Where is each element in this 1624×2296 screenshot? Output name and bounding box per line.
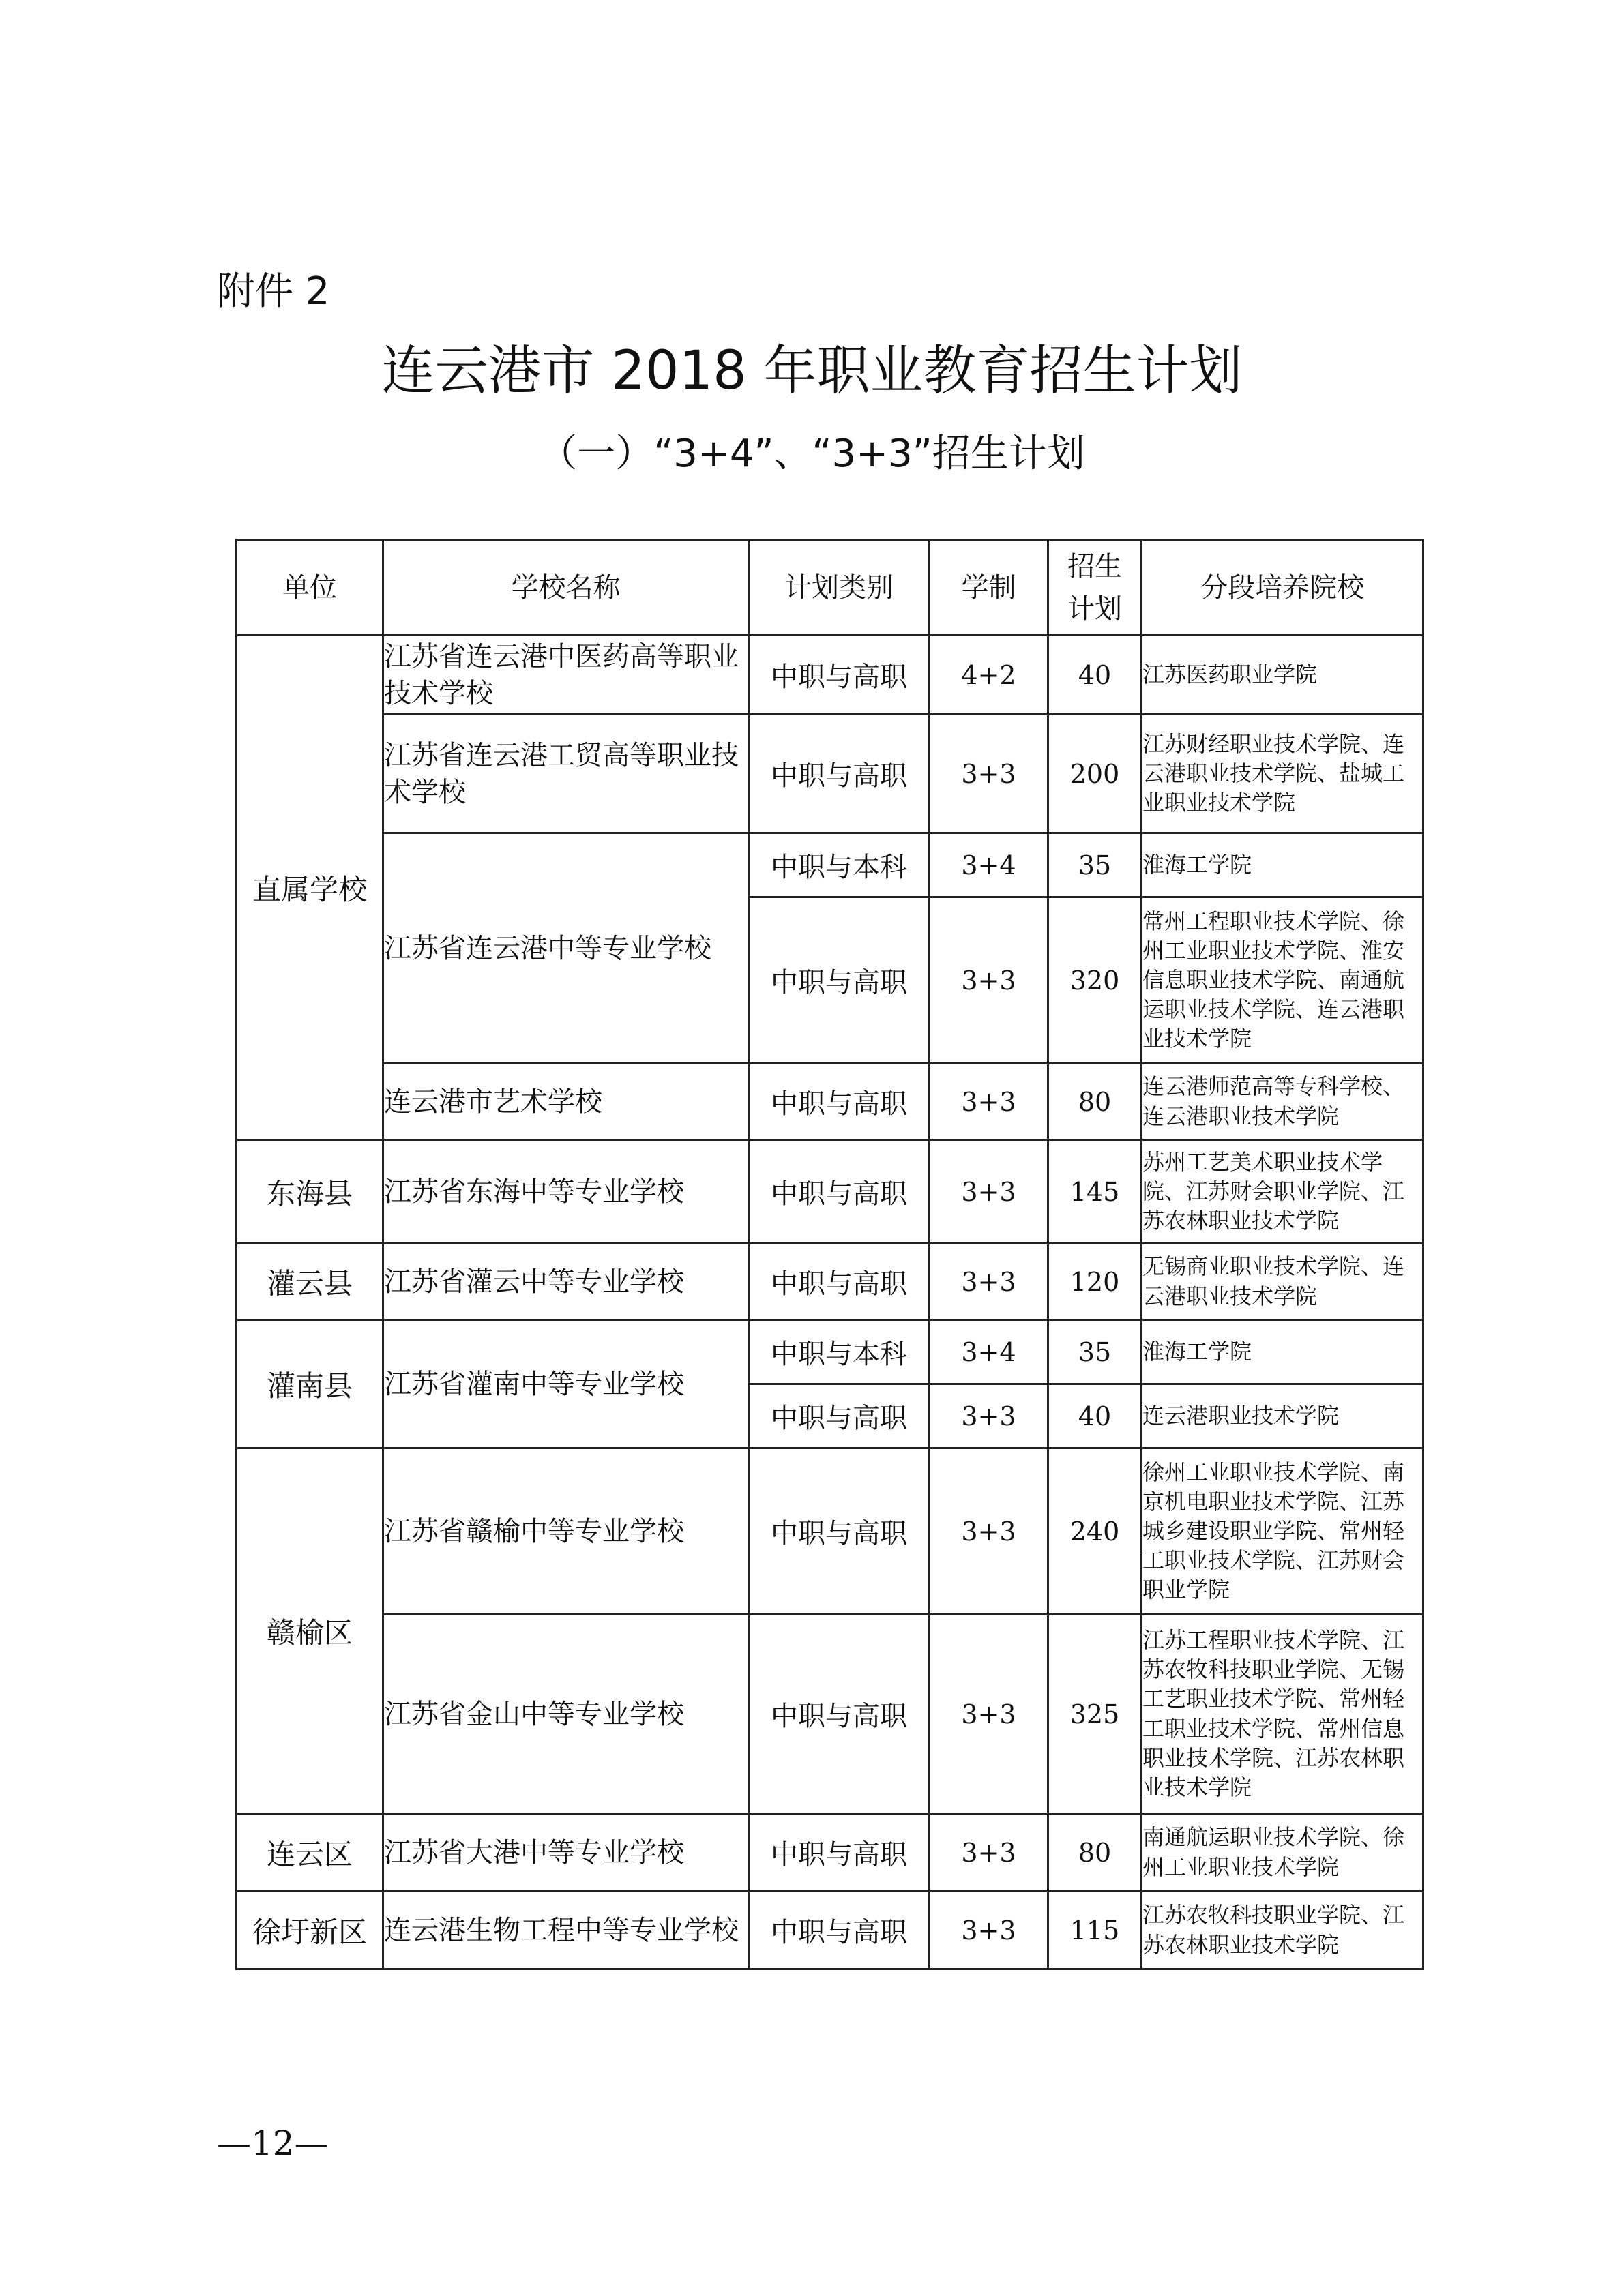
school-cell: 江苏省赣榆中等专业学校 xyxy=(383,1448,749,1615)
partner-cell: 江苏工程职业技术学院、江苏农牧科技职业学院、无锡工艺职业技术学院、常州轻工职业技术学院、常州信息职业技术学院、江苏农林职业技术学院 xyxy=(1142,1615,1423,1814)
plan-cell: 320 xyxy=(1048,897,1142,1064)
type-cell: 中职与高职 xyxy=(749,636,930,715)
table-row xyxy=(237,833,1423,897)
plan-cell: 120 xyxy=(1048,1244,1142,1320)
plan-cell: 145 xyxy=(1048,1140,1142,1244)
school-cell: 连云港市艺术学校 xyxy=(383,1064,749,1140)
school-cell: 江苏省东海中等专业学校 xyxy=(383,1140,749,1244)
type-cell: 中职与高职 xyxy=(749,1448,930,1615)
type-cell: 中职与高职 xyxy=(749,1615,930,1814)
partner-cell: 江苏农牧科技职业学院、江苏农林职业技术学院 xyxy=(1142,1892,1423,1969)
system-cell: 3+3 xyxy=(930,1892,1048,1969)
plan-cell: 200 xyxy=(1048,715,1142,833)
partner-cell: 苏州工艺美术职业技术学院、江苏财会职业学院、江苏农林职业技术学院 xyxy=(1142,1140,1423,1244)
partner-cell: 无锡商业职业技术学院、连云港职业技术学院 xyxy=(1142,1244,1423,1320)
partner-cell: 淮海工学院 xyxy=(1142,833,1423,897)
unit-cell: 东海县 xyxy=(237,1140,383,1244)
system-cell: 3+3 xyxy=(930,715,1048,833)
plan-cell: 35 xyxy=(1048,833,1142,897)
type-cell: 中职与高职 xyxy=(749,715,930,833)
plan-cell: 40 xyxy=(1048,636,1142,715)
page-number: —12— xyxy=(217,2123,329,2163)
system-cell: 3+3 xyxy=(930,1384,1048,1448)
type-cell: 中职与高职 xyxy=(749,897,930,1064)
type-cell: 中职与本科 xyxy=(749,1320,930,1384)
type-cell: 中职与高职 xyxy=(749,1064,930,1140)
table-row xyxy=(237,1140,1423,1244)
system-cell: 3+3 xyxy=(930,1064,1048,1140)
column-header-partner: 分段培养院校 xyxy=(1142,540,1423,636)
unit-cell: 连云区 xyxy=(237,1814,383,1892)
system-cell: 3+3 xyxy=(930,1814,1048,1892)
type-cell: 中职与高职 xyxy=(749,1892,930,1969)
system-cell: 3+4 xyxy=(930,833,1048,897)
plan-cell: 240 xyxy=(1048,1448,1142,1615)
table-row xyxy=(237,1892,1423,1969)
system-cell: 3+4 xyxy=(930,1320,1048,1384)
plan-cell: 80 xyxy=(1048,1064,1142,1140)
plan-cell: 325 xyxy=(1048,1615,1142,1814)
table-row xyxy=(237,715,1423,833)
type-cell: 中职与高职 xyxy=(749,1814,930,1892)
system-cell: 3+3 xyxy=(930,1244,1048,1320)
table-row xyxy=(237,1244,1423,1320)
system-cell: 4+2 xyxy=(930,636,1048,715)
partner-cell: 连云港职业技术学院 xyxy=(1142,1384,1423,1448)
system-cell: 3+3 xyxy=(930,1448,1048,1615)
system-cell: 3+3 xyxy=(930,897,1048,1064)
column-header-system: 学制 xyxy=(930,540,1048,636)
unit-cell: 徐圩新区 xyxy=(237,1892,383,1969)
table-row xyxy=(237,1615,1423,1814)
school-cell: 江苏省连云港中医药高等职业技术学校 xyxy=(383,636,749,715)
partner-cell: 江苏财经职业技术学院、连云港职业技术学院、盐城工业职业技术学院 xyxy=(1142,715,1423,833)
partner-cell: 南通航运职业技术学院、徐州工业职业技术学院 xyxy=(1142,1814,1423,1892)
page-subtitle: （一）“3+4”、“3+3”招生计划 xyxy=(539,432,1085,476)
unit-cell: 直属学校 xyxy=(237,636,383,1140)
table-row xyxy=(237,636,1423,715)
enrollment-plan-table xyxy=(235,539,1424,1970)
school-cell: 江苏省连云港工贸高等职业技术学校 xyxy=(383,715,749,833)
column-header-plan: 招生计划 xyxy=(1048,540,1142,636)
table-row xyxy=(237,1320,1423,1384)
table-row xyxy=(237,1064,1423,1140)
table-header-row xyxy=(237,540,1423,636)
plan-cell: 35 xyxy=(1048,1320,1142,1384)
school-cell: 江苏省大港中等专业学校 xyxy=(383,1814,749,1892)
column-header-type: 计划类别 xyxy=(749,540,930,636)
type-cell: 中职与高职 xyxy=(749,1244,930,1320)
table-row xyxy=(237,1814,1423,1892)
unit-cell: 赣榆区 xyxy=(237,1448,383,1814)
system-cell: 3+3 xyxy=(930,1615,1048,1814)
plan-cell: 40 xyxy=(1048,1384,1142,1448)
plan-cell: 80 xyxy=(1048,1814,1142,1892)
school-cell: 江苏省金山中等专业学校 xyxy=(383,1615,749,1814)
unit-cell: 灌云县 xyxy=(237,1244,383,1320)
table-row xyxy=(237,1448,1423,1615)
school-cell: 江苏省连云港中等专业学校 xyxy=(383,833,749,1064)
attachment-label: 附件 2 xyxy=(217,269,330,314)
plan-cell: 115 xyxy=(1048,1892,1142,1969)
type-cell: 中职与高职 xyxy=(749,1140,930,1244)
partner-cell: 江苏医药职业学院 xyxy=(1142,636,1423,715)
column-header-unit: 单位 xyxy=(237,540,383,636)
page-title: 连云港市 2018 年职业教育招生计划 xyxy=(381,340,1243,402)
school-cell: 江苏省灌云中等专业学校 xyxy=(383,1244,749,1320)
partner-cell: 淮海工学院 xyxy=(1142,1320,1423,1384)
system-cell: 3+3 xyxy=(930,1140,1048,1244)
partner-cell: 徐州工业职业技术学院、南京机电职业技术学院、江苏城乡建设职业学院、常州轻工职业技术学院、江苏财会职业学院 xyxy=(1142,1448,1423,1615)
type-cell: 中职与本科 xyxy=(749,833,930,897)
school-cell: 江苏省灌南中等专业学校 xyxy=(383,1320,749,1448)
unit-cell: 灌南县 xyxy=(237,1320,383,1448)
partner-cell: 常州工程职业技术学院、徐州工业职业技术学院、淮安信息职业技术学院、南通航运职业技术学院、连云港职业技术学院 xyxy=(1142,897,1423,1064)
school-cell: 连云港生物工程中等专业学校 xyxy=(383,1892,749,1969)
column-header-school: 学校名称 xyxy=(383,540,749,636)
partner-cell: 连云港师范高等专科学校、连云港职业技术学院 xyxy=(1142,1064,1423,1140)
type-cell: 中职与高职 xyxy=(749,1384,930,1448)
